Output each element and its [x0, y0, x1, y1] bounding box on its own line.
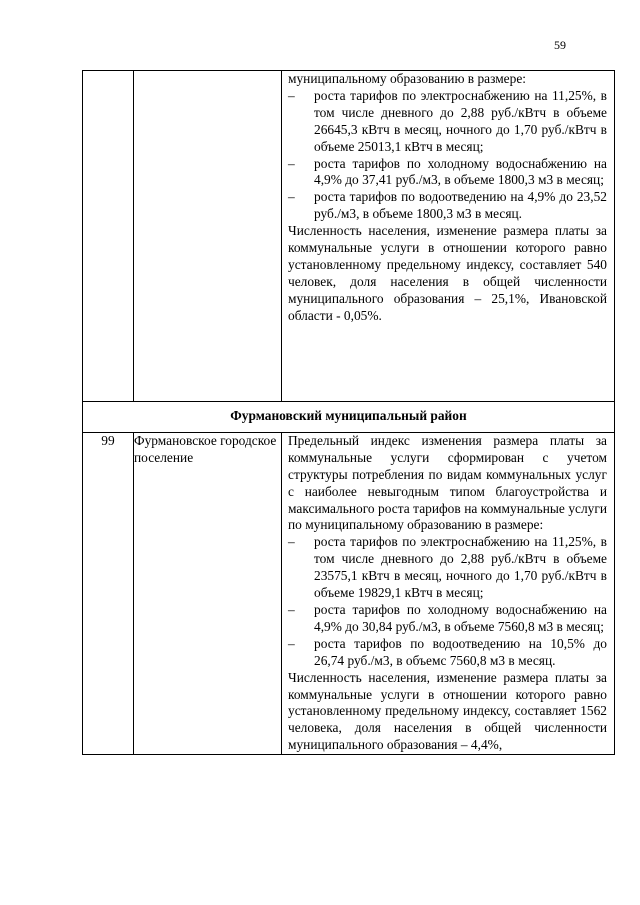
bullet-dash: –: [288, 189, 295, 205]
row-number: 99: [83, 432, 134, 754]
list-item: [288, 156, 607, 190]
bullet-text: роста тарифов по электроснабжению на 11,25%, в том числе дневного до 2,88 руб./кВтч в объеме 23575,1 кВтч в месяц, ночного до 1,70 руб./кВтч в объеме 19829,1 кВтч в месяц;: [314, 534, 607, 601]
table-row-continued: [83, 71, 615, 402]
description-lead: Предельный индекс изменения размера платы за коммунальные услуги сформирован с учетом структуры потребления по видам коммунальных услуг с наиболее невыгодным типом благоустройства и максимального роста тарифов на коммунальные услуги по муниципальному образованию в размере:: [288, 432, 607, 533]
cell-name-empty: [134, 71, 282, 402]
bullet-text: роста тарифов по холодному водоснабжению на 4,9% до 37,41 руб./м3, в объеме 1800,3 м3 в месяц;: [314, 155, 607, 188]
municipality-name: Фурмановское городское поселение: [134, 432, 282, 754]
bullet-dash: –: [288, 534, 295, 550]
bullet-dash: –: [288, 601, 295, 617]
cell-number-empty: [83, 71, 134, 402]
page-number: 59: [554, 38, 566, 52]
bullet-text: роста тарифов по водоотведению на 10,5% до 26,74 руб./м3, в объемс 7560,8 м3 в месяц.: [314, 635, 607, 668]
description-lead: муниципальному образованию в размере:: [288, 71, 526, 86]
bullet-text: роста тарифов по холодному водоснабжению на 4,9% до 30,84 руб./м3, в объеме 7560,8 м3 в месяц;: [314, 601, 607, 634]
bullet-text: роста тарифов по электроснабжению на 11,25%, в том числе дневного до 2,88 руб./кВтч в объеме 26645,3 кВтч в месяц, ночного до 1,70 руб./кВтч в объеме 25013,1 кВтч в месяц;: [314, 87, 607, 154]
tariff-table: [82, 70, 615, 755]
cell-description: [282, 432, 615, 754]
population-text: Численность населения, изменение размера платы за коммунальные услуги в отношении которого равно установленному предельному индексу, составляет 540 человек, доля населения в общей численности муниципального образования – 25,1%, Ивановской области - 0,05%.: [288, 223, 607, 323]
table-row-99: [83, 432, 615, 754]
list-item: [288, 88, 607, 156]
bullet-dash: –: [288, 635, 295, 651]
list-item: [288, 602, 607, 636]
bullet-dash: –: [288, 87, 295, 103]
bullet-text: роста тарифов по водоотведению на 4,9% до 23,52 руб./м3, в объеме 1800,3 м3 в месяц.: [314, 189, 607, 222]
bullet-dash: –: [288, 155, 295, 171]
list-item: [288, 534, 607, 602]
cell-description: [282, 71, 615, 402]
section-title: Фурмановский муниципальный район: [83, 402, 615, 433]
population-text: Численность населения, изменение размера платы за коммунальные услуги в отношении которого равно установленному предельному индексу, составляет 1562 человека, доля населения в общей численности муниципального образования – 4,4%,: [288, 669, 607, 753]
section-header-row: [83, 402, 615, 433]
list-item: [288, 636, 607, 670]
list-item: [288, 189, 607, 223]
